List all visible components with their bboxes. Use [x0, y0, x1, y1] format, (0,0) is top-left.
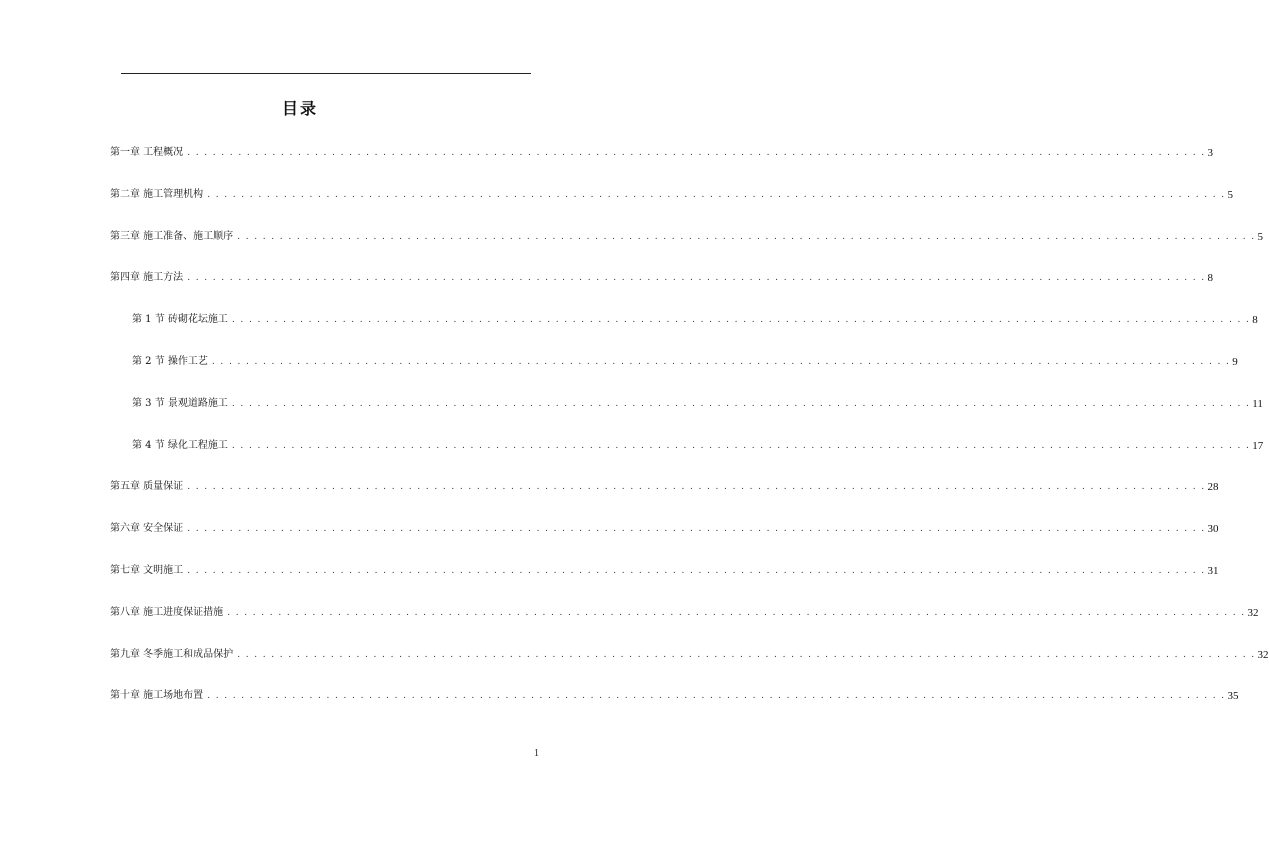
toc-leader-dots: . . . . . . . . . . . . . . . . . . . . . . . . . . . . . . . . . . . . . . . . . . . . . . . . . . . . . . . . . . . . . . . . . . . . . . . . . . . . . . . . . . . . . . . . . . . . . . . . . . . . . . . . . . . . . . . . . . . . . . . . [207, 691, 1226, 702]
toc-entry[interactable] [110, 561, 1219, 577]
toc-entry-label: 第一章 工程概况 [110, 147, 184, 158]
toc-leader-dots: . . . . . . . . . . . . . . . . . . . . . . . . . . . . . . . . . . . . . . . . . . . . . . . . . . . . . . . . . . . . . . . . . . . . . . . . . . . . . . . . . . . . . . . . . . . . . . . . . . . . . . . . . . . . . . . . . . . . . . . . [237, 649, 1256, 660]
toc-entry[interactable] [110, 519, 1219, 536]
toc-entry[interactable] [132, 436, 1264, 452]
toc-entry-label: 第 3 节 景观道路施工 [132, 397, 228, 409]
toc-leader-dots: . . . . . . . . . . . . . . . . . . . . . . . . . . . . . . . . . . . . . . . . . . . . . . . . . . . . . . . . . . . . . . . . . . . . . . . . . . . . . . . . . . . . . . . . . . . . . . . . . . . . . . . . . . . . . . . . . . . . . . . . [231, 440, 1251, 451]
page-title: 目录 [281, 99, 318, 118]
toc-leader-dots: . . . . . . . . . . . . . . . . . . . . . . . . . . . . . . . . . . . . . . . . . . . . . . . . . . . . . . . . . . . . . . . . . . . . . . . . . . . . . . . . . . . . . . . . . . . . . . . . . . . . . . . . . . . . . . . . . . . . . . . . [187, 566, 1206, 576]
toc-entry-label: 第 4 节 绿化工程施工 [132, 439, 228, 451]
toc-entry-page: 17 [1252, 439, 1264, 452]
toc-leader-dots: . . . . . . . . . . . . . . . . . . . . . . . . . . . . . . . . . . . . . . . . . . . . . . . . . . . . . . . . . . . . . . . . . . . . . . . . . . . . . . . . . . . . . . . . . . . . . . . . . . . . . . . . . . . . . . . . . . . . . . . . [227, 607, 1246, 618]
toc-entry-page: 3 [1207, 147, 1214, 159]
toc-entry-label: 第五章 质量保证 [110, 481, 184, 493]
toc-leader-dots: . . . . . . . . . . . . . . . . . . . . . . . . . . . . . . . . . . . . . . . . . . . . . . . . . . . . . . . . . . . . . . . . . . . . . . . . . . . . . . . . . . . . . . . . . . . . . . . . . . . . . . . . . . . . . . . . . . . . . . . . [211, 357, 1231, 367]
toc-entry-page: 31 [1207, 565, 1219, 577]
toc-leader-dots: . . . . . . . . . . . . . . . . . . . . . . . . . . . . . . . . . . . . . . . . . . . . . . . . . . . . . . . . . . . . . . . . . . . . . . . . . . . . . . . . . . . . . . . . . . . . . . . . . . . . . . . . . . . . . . . . . . . . . . . . [231, 398, 1251, 409]
toc-entry-label: 第十章 施工场地布置 [110, 690, 204, 702]
toc-entry-label: 第 1 节 砖砌花坛施工 [132, 314, 228, 326]
toc-entry[interactable] [110, 603, 1259, 619]
toc-entry-label: 第六章 安全保证 [110, 523, 184, 535]
toc-entry-page: 32 [1257, 648, 1269, 661]
toc-entry-page: 8 [1207, 272, 1214, 285]
toc-entry[interactable] [110, 645, 1269, 661]
toc-entry-label: 第八章 施工进度保证措施 [110, 606, 224, 618]
toc-entry-page: 9 [1232, 356, 1238, 368]
toc-entry-page: 8 [1252, 314, 1258, 327]
toc-entry[interactable] [110, 143, 1214, 159]
toc-entry-page: 5 [1257, 230, 1264, 243]
toc-entry[interactable] [110, 477, 1219, 494]
toc-entry[interactable] [110, 686, 1239, 703]
toc-leader-dots: . . . . . . . . . . . . . . . . . . . . . . . . . . . . . . . . . . . . . . . . . . . . . . . . . . . . . . . . . . . . . . . . . . . . . . . . . . . . . . . . . . . . . . . . . . . . . . . . . . . . . . . . . . . . . . . . . . . . . . . . [207, 189, 1226, 200]
toc-entry-label: 第二章 施工管理机构 [110, 188, 204, 200]
toc-entry-label: 第九章 冬季施工和成品保护 [110, 648, 234, 660]
toc-entry-label: 第三章 施工准备、施工顺序 [110, 230, 234, 242]
page-number: 1 [534, 748, 539, 759]
toc-entry[interactable] [132, 352, 1238, 368]
toc-leader-dots: . . . . . . . . . . . . . . . . . . . . . . . . . . . . . . . . . . . . . . . . . . . . . . . . . . . . . . . . . . . . . . . . . . . . . . . . . . . . . . . . . . . . . . . . . . . . . . . . . . . . . . . . . . . . . . . . . . . . . . . . [237, 231, 1256, 242]
toc-entry-page: 5 [1227, 188, 1234, 201]
toc-entry[interactable] [110, 185, 1234, 201]
toc-entry[interactable] [132, 394, 1263, 410]
toc-entry-label: 第四章 施工方法 [110, 272, 184, 284]
toc-entry-page: 30 [1207, 523, 1219, 536]
toc-leader-dots: . . . . . . . . . . . . . . . . . . . . . . . . . . . . . . . . . . . . . . . . . . . . . . . . . . . . . . . . . . . . . . . . . . . . . . . . . . . . . . . . . . . . . . . . . . . . . . . . . . . . . . . . . . . . . . . . . . . . . . . . [187, 524, 1206, 535]
toc-entry[interactable] [110, 227, 1264, 243]
toc-entry[interactable] [110, 268, 1214, 285]
toc-entry-page: 28 [1207, 481, 1219, 494]
toc-leader-dots: . . . . . . . . . . . . . . . . . . . . . . . . . . . . . . . . . . . . . . . . . . . . . . . . . . . . . . . . . . . . . . . . . . . . . . . . . . . . . . . . . . . . . . . . . . . . . . . . . . . . . . . . . . . . . . . . . . . . . . . . [187, 148, 1206, 158]
toc-entry-label: 第 2 节 操作工艺 [132, 356, 208, 367]
toc-entry-page: 32 [1247, 606, 1259, 619]
toc-entry-page: 11 [1252, 397, 1263, 410]
toc-entry-page: 35 [1227, 690, 1239, 703]
toc-leader-dots: . . . . . . . . . . . . . . . . . . . . . . . . . . . . . . . . . . . . . . . . . . . . . . . . . . . . . . . . . . . . . . . . . . . . . . . . . . . . . . . . . . . . . . . . . . . . . . . . . . . . . . . . . . . . . . . . . . . . . . . . [187, 273, 1206, 284]
toc-leader-dots: . . . . . . . . . . . . . . . . . . . . . . . . . . . . . . . . . . . . . . . . . . . . . . . . . . . . . . . . . . . . . . . . . . . . . . . . . . . . . . . . . . . . . . . . . . . . . . . . . . . . . . . . . . . . . . . . . . . . . . . . [187, 482, 1206, 493]
toc-leader-dots: . . . . . . . . . . . . . . . . . . . . . . . . . . . . . . . . . . . . . . . . . . . . . . . . . . . . . . . . . . . . . . . . . . . . . . . . . . . . . . . . . . . . . . . . . . . . . . . . . . . . . . . . . . . . . . . . . . . . . . . . [231, 315, 1251, 326]
toc-entry-label: 第七章 文明施工 [110, 565, 184, 576]
toc-entry[interactable] [132, 310, 1258, 327]
